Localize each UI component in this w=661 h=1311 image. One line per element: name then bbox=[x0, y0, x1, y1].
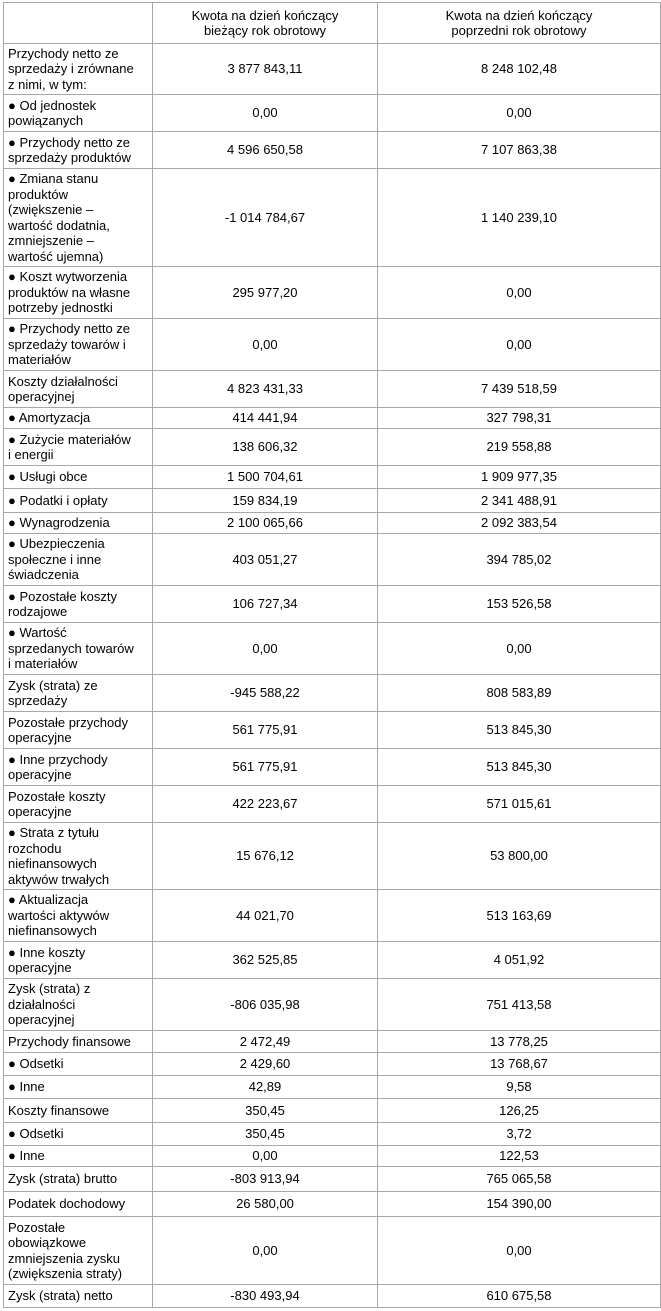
row-label-line: zmniejszenia zysku bbox=[8, 1250, 120, 1266]
current-year-value: 0,00 bbox=[153, 95, 378, 132]
previous-year-value: 13 768,67 bbox=[378, 1053, 661, 1076]
current-year-value: 350,45 bbox=[153, 1099, 378, 1123]
row-label-line: Przychody finansowe bbox=[8, 1033, 131, 1049]
row-label-line: niefinansowych bbox=[8, 856, 97, 871]
row-label-line: Koszty finansowe bbox=[8, 1102, 110, 1118]
header-label-cell bbox=[4, 3, 153, 44]
row-label bbox=[4, 1167, 153, 1192]
row-label bbox=[4, 786, 153, 823]
row-label-line: Pozostałe bbox=[8, 1219, 66, 1235]
table-row bbox=[4, 786, 661, 823]
current-year-value: 4 823 431,33 bbox=[153, 371, 378, 408]
financial-statement-table bbox=[3, 2, 661, 1308]
row-label bbox=[4, 823, 153, 890]
current-year-value: 15 676,12 bbox=[153, 823, 378, 890]
table-row bbox=[4, 429, 661, 466]
current-year-value: 44 021,70 bbox=[153, 890, 378, 942]
row-label bbox=[4, 319, 153, 371]
previous-year-value: 9,58 bbox=[378, 1076, 661, 1099]
row-label-line: ● Przychody netto ze bbox=[8, 134, 131, 150]
row-label-line: ● Pozostałe koszty bbox=[8, 588, 118, 604]
table-body bbox=[4, 3, 661, 1308]
previous-year-value: 2 341 488,91 bbox=[378, 489, 661, 513]
table-row bbox=[4, 942, 661, 979]
current-year-value: -1 014 784,67 bbox=[153, 169, 378, 267]
row-label-line: ● Inne koszty bbox=[8, 944, 86, 960]
row-label bbox=[4, 169, 153, 267]
row-label-line: ● Amortyzacja bbox=[8, 410, 91, 426]
row-label-line: ● Inne bbox=[8, 1079, 45, 1095]
row-label-line: sprzedaży towarów i bbox=[8, 336, 126, 352]
row-label-line: sprzedaży produktów bbox=[8, 150, 131, 165]
table-row bbox=[4, 1285, 661, 1308]
row-label bbox=[4, 586, 153, 623]
current-year-value: 0,00 bbox=[153, 319, 378, 371]
previous-year-value: 1 140 239,10 bbox=[378, 169, 661, 267]
previous-year-value: 0,00 bbox=[378, 319, 661, 371]
current-year-value: 2 472,49 bbox=[153, 1031, 378, 1053]
current-year-value: 42,89 bbox=[153, 1076, 378, 1099]
current-year-value: 362 525,85 bbox=[153, 942, 378, 979]
previous-year-value: 8 248 102,48 bbox=[378, 44, 661, 95]
row-label-line: wartość dodatnia, bbox=[8, 217, 110, 233]
table-row bbox=[4, 1217, 661, 1285]
header-previous-line: Kwota na dzień kończący bbox=[445, 7, 593, 23]
row-label-line: i energii bbox=[8, 447, 54, 462]
table-row bbox=[4, 1031, 661, 1053]
row-label-line: sprzedaży i zrównane bbox=[8, 61, 134, 77]
current-year-value: 295 977,20 bbox=[153, 267, 378, 319]
row-label-line: produktów bbox=[8, 186, 68, 202]
row-label-line: sprzedanych towarów bbox=[8, 640, 134, 656]
row-label bbox=[4, 1076, 153, 1099]
previous-year-value: 0,00 bbox=[378, 95, 661, 132]
row-label bbox=[4, 1031, 153, 1053]
row-label-line: aktywów trwałych bbox=[8, 871, 110, 887]
row-label bbox=[4, 712, 153, 749]
row-label-line: z nimi, w tym: bbox=[8, 76, 87, 92]
previous-year-value: 153 526,58 bbox=[378, 586, 661, 623]
row-label-line: operacyjne bbox=[8, 767, 72, 782]
row-label-line: działalności bbox=[8, 996, 76, 1012]
current-year-value: 422 223,67 bbox=[153, 786, 378, 823]
row-label bbox=[4, 1192, 153, 1217]
table-row bbox=[4, 1192, 661, 1217]
previous-year-value: 7 107 863,38 bbox=[378, 132, 661, 169]
table-row bbox=[4, 1167, 661, 1192]
row-label-line: rozchodu bbox=[8, 840, 62, 856]
table-row bbox=[4, 371, 661, 408]
row-label-line: operacyjne bbox=[8, 804, 72, 819]
previous-year-value: 0,00 bbox=[378, 1217, 661, 1285]
header-current-line: bieżący rok obrotowy bbox=[203, 23, 327, 38]
row-label-line: produktów na własne bbox=[8, 284, 131, 300]
table-row bbox=[4, 534, 661, 586]
current-year-value: 561 775,91 bbox=[153, 749, 378, 786]
row-label bbox=[4, 132, 153, 169]
current-year-value: 0,00 bbox=[153, 1146, 378, 1167]
row-label-line: (zwiększenia straty) bbox=[8, 1266, 123, 1281]
current-year-value: 561 775,91 bbox=[153, 712, 378, 749]
row-label-line: obowiązkowe bbox=[8, 1235, 87, 1250]
header-current-year bbox=[153, 3, 378, 44]
row-label bbox=[4, 942, 153, 979]
previous-year-value: 126,25 bbox=[378, 1099, 661, 1123]
row-label-line: materiałów bbox=[8, 352, 71, 368]
row-label-line: potrzeby jednostki bbox=[8, 300, 113, 316]
row-label-line: wartości aktywów bbox=[8, 907, 110, 923]
row-label-line: ● Usługi obce bbox=[8, 469, 88, 485]
previous-year-value: 513 845,30 bbox=[378, 749, 661, 786]
current-year-value: -803 913,94 bbox=[153, 1167, 378, 1192]
previous-year-value: 154 390,00 bbox=[378, 1192, 661, 1217]
table-row bbox=[4, 132, 661, 169]
table-row bbox=[4, 586, 661, 623]
previous-year-value: 219 558,88 bbox=[378, 429, 661, 466]
row-label bbox=[4, 429, 153, 466]
table-row bbox=[4, 466, 661, 489]
header-previous-line: poprzedni rok obrotowy bbox=[451, 23, 587, 38]
current-year-value: 2 100 065,66 bbox=[153, 513, 378, 534]
row-label bbox=[4, 749, 153, 786]
current-year-value: 159 834,19 bbox=[153, 489, 378, 513]
row-label-line: i materiałów bbox=[8, 656, 78, 672]
row-label-line: ● Inne przychody bbox=[8, 751, 108, 767]
row-label-line: operacyjnej bbox=[8, 389, 75, 404]
row-label bbox=[4, 44, 153, 95]
row-label-line: Pozostałe przychody bbox=[8, 714, 128, 730]
previous-year-value: 122,53 bbox=[378, 1146, 661, 1167]
row-label bbox=[4, 408, 153, 429]
table-row bbox=[4, 169, 661, 267]
table-row bbox=[4, 1076, 661, 1099]
previous-year-value: 327 798,31 bbox=[378, 408, 661, 429]
current-year-value: 2 429,60 bbox=[153, 1053, 378, 1076]
row-label-line: ● Wynagrodzenia bbox=[8, 515, 110, 531]
row-label-line: Przychody netto ze bbox=[8, 45, 119, 61]
row-label bbox=[4, 1285, 153, 1308]
header-row bbox=[4, 3, 661, 44]
table-row bbox=[4, 623, 661, 675]
table-row bbox=[4, 823, 661, 890]
row-label bbox=[4, 979, 153, 1031]
row-label-line: powiązanych bbox=[8, 113, 84, 128]
current-year-value: 414 441,94 bbox=[153, 408, 378, 429]
row-label bbox=[4, 1123, 153, 1146]
row-label bbox=[4, 489, 153, 513]
table-row bbox=[4, 44, 661, 95]
table-row bbox=[4, 513, 661, 534]
row-label bbox=[4, 1217, 153, 1285]
row-label-line: ● Strata z tytułu bbox=[8, 825, 99, 840]
previous-year-value: 513 845,30 bbox=[378, 712, 661, 749]
current-year-value: 0,00 bbox=[153, 623, 378, 675]
row-label-line: operacyjne bbox=[8, 960, 72, 975]
previous-year-value: 7 439 518,59 bbox=[378, 371, 661, 408]
current-year-value: 1 500 704,61 bbox=[153, 466, 378, 489]
previous-year-value: 610 675,58 bbox=[378, 1285, 661, 1308]
previous-year-value: 2 092 383,54 bbox=[378, 513, 661, 534]
row-label bbox=[4, 513, 153, 534]
previous-year-value: 0,00 bbox=[378, 267, 661, 319]
row-label-line: ● Ubezpieczenia bbox=[8, 536, 105, 552]
row-label-line: Koszty działalności bbox=[8, 373, 118, 389]
row-label-line: ● Odsetki bbox=[8, 1126, 64, 1142]
table-row bbox=[4, 1053, 661, 1076]
previous-year-value: 513 163,69 bbox=[378, 890, 661, 942]
row-label-line: ● Podatki i opłaty bbox=[8, 492, 108, 508]
header-current-line: Kwota na dzień kończący bbox=[191, 7, 339, 23]
previous-year-value: 53 800,00 bbox=[378, 823, 661, 890]
row-label-line: Zysk (strata) netto bbox=[8, 1288, 113, 1304]
table-row bbox=[4, 1146, 661, 1167]
current-year-value: 350,45 bbox=[153, 1123, 378, 1146]
row-label-line: ● Odsetki bbox=[8, 1056, 64, 1072]
table-row bbox=[4, 489, 661, 513]
row-label bbox=[4, 267, 153, 319]
current-year-value: 403 051,27 bbox=[153, 534, 378, 586]
previous-year-value: 13 778,25 bbox=[378, 1031, 661, 1053]
row-label-line: Zysk (strata) ze bbox=[8, 677, 98, 693]
previous-year-value: 1 909 977,35 bbox=[378, 466, 661, 489]
previous-year-value: 571 015,61 bbox=[378, 786, 661, 823]
row-label-line: operacyjnej bbox=[8, 1012, 75, 1028]
row-label-line: zmniejszenie – bbox=[8, 233, 94, 248]
row-label-line: ● Wartość bbox=[8, 625, 67, 641]
current-year-value: -806 035,98 bbox=[153, 979, 378, 1031]
current-year-value: 26 580,00 bbox=[153, 1192, 378, 1217]
table-row bbox=[4, 979, 661, 1031]
row-label bbox=[4, 675, 153, 712]
table-row bbox=[4, 267, 661, 319]
current-year-value: 4 596 650,58 bbox=[153, 132, 378, 169]
row-label-line: Zysk (strata) z bbox=[8, 981, 91, 997]
row-label-line: wartość ujemna) bbox=[8, 248, 104, 264]
row-label-line: Pozostałe koszty bbox=[8, 788, 106, 804]
header-previous-year bbox=[378, 3, 661, 44]
row-label bbox=[4, 371, 153, 408]
current-year-value: 106 727,34 bbox=[153, 586, 378, 623]
table-row bbox=[4, 890, 661, 942]
table-row bbox=[4, 408, 661, 429]
table-row bbox=[4, 95, 661, 132]
row-label-line: społeczne i inne bbox=[8, 551, 102, 567]
row-label bbox=[4, 1146, 153, 1167]
previous-year-value: 3,72 bbox=[378, 1123, 661, 1146]
row-label-line: ● Zmiana stanu bbox=[8, 171, 99, 186]
row-label-line: Zysk (strata) brutto bbox=[8, 1171, 118, 1187]
previous-year-value: 765 065,58 bbox=[378, 1167, 661, 1192]
previous-year-value: 0,00 bbox=[378, 623, 661, 675]
current-year-value: -830 493,94 bbox=[153, 1285, 378, 1308]
table-row bbox=[4, 1123, 661, 1146]
current-year-value: 3 877 843,11 bbox=[153, 44, 378, 95]
previous-year-value: 751 413,58 bbox=[378, 979, 661, 1031]
row-label bbox=[4, 534, 153, 586]
row-label-line: ● Zużycie materiałów bbox=[8, 431, 131, 447]
row-label-line: niefinansowych bbox=[8, 923, 97, 939]
current-year-value: -945 588,22 bbox=[153, 675, 378, 712]
row-label-line: sprzedaży bbox=[8, 693, 68, 708]
previous-year-value: 394 785,02 bbox=[378, 534, 661, 586]
table-row bbox=[4, 1099, 661, 1123]
row-label-line: Podatek dochodowy bbox=[8, 1196, 126, 1212]
previous-year-value: 4 051,92 bbox=[378, 942, 661, 979]
row-label-line: ● Inne bbox=[8, 1148, 45, 1164]
row-label-line: (zwiększenie – bbox=[8, 202, 94, 217]
previous-year-value: 808 583,89 bbox=[378, 675, 661, 712]
row-label-line: ● Koszt wytworzenia bbox=[8, 269, 128, 285]
table-row bbox=[4, 712, 661, 749]
row-label-line: świadczenia bbox=[8, 567, 79, 583]
row-label bbox=[4, 890, 153, 942]
row-label-line: operacyjne bbox=[8, 730, 72, 745]
row-label bbox=[4, 95, 153, 132]
table-row bbox=[4, 675, 661, 712]
current-year-value: 0,00 bbox=[153, 1217, 378, 1285]
row-label-line: ● Przychody netto ze bbox=[8, 321, 131, 337]
row-label bbox=[4, 1099, 153, 1123]
row-label bbox=[4, 1053, 153, 1076]
row-label-line: rodzajowe bbox=[8, 604, 68, 619]
row-label bbox=[4, 466, 153, 489]
table-row bbox=[4, 749, 661, 786]
row-label-line: ● Aktualizacja bbox=[8, 892, 89, 908]
row-label bbox=[4, 623, 153, 675]
row-label-line: ● Od jednostek bbox=[8, 97, 97, 113]
table-row bbox=[4, 319, 661, 371]
current-year-value: 138 606,32 bbox=[153, 429, 378, 466]
